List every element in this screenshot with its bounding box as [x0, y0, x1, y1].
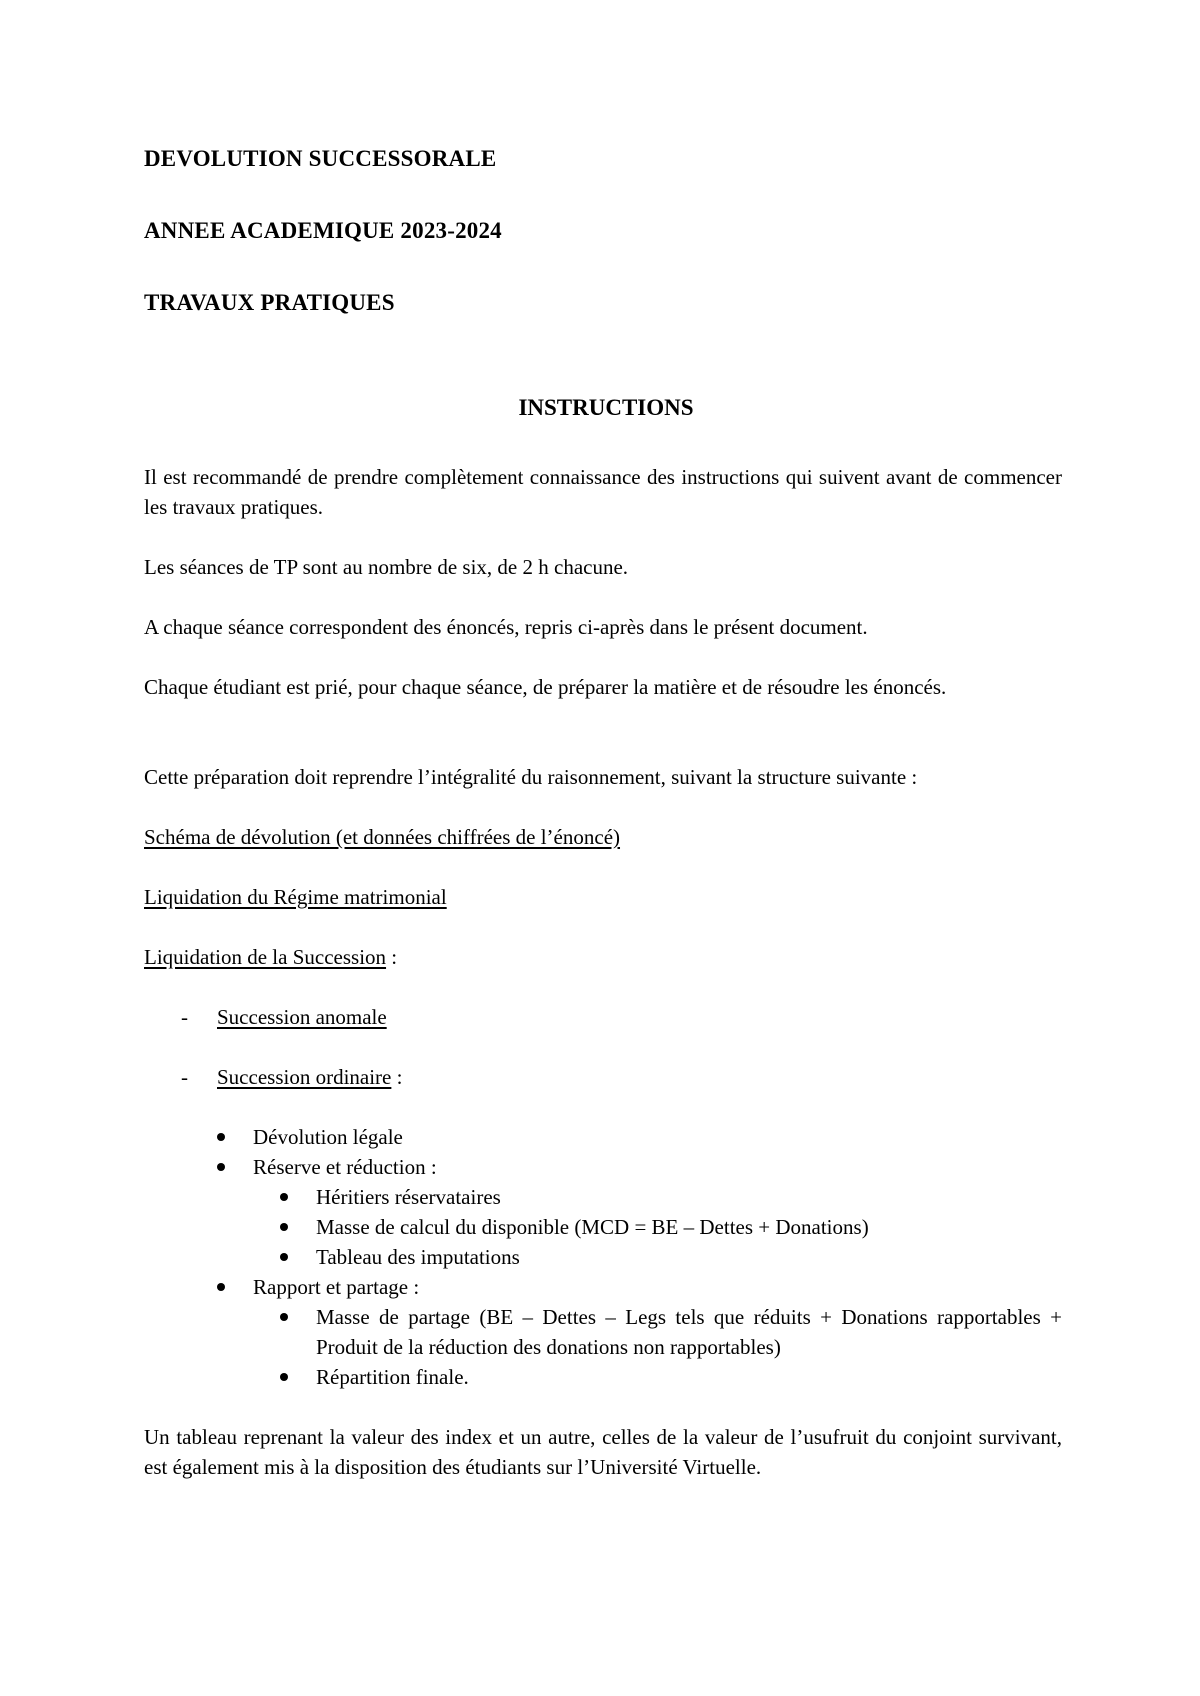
item-heritiers-reservataires: Héritiers réservataires — [316, 1185, 501, 1209]
liquidation-succession-label: Liquidation de la Succession — [144, 945, 387, 969]
item-masse-partage: Masse de partage (BE – Dettes – Legs tels que réduits + Donations rapportables + Produit de la réduction des donations non rapportables) — [316, 1305, 1062, 1359]
succession-ordinaire-label: Succession ordinaire — [217, 1065, 392, 1089]
liquidation-succession-colon: : — [386, 945, 398, 969]
bullet-icon — [217, 1283, 225, 1291]
bullet-icon — [280, 1373, 288, 1381]
item-reserve-reduction: Réserve et réduction : — [253, 1155, 437, 1179]
paragraph-preparation: Chaque étudiant est prié, pour chaque séance, de préparer la matière et de résoudre les énoncés. — [144, 675, 947, 699]
academic-year-heading: ANNEE ACADEMIQUE 2023-2024 — [144, 218, 502, 243]
structure-liquidation-succession — [144, 942, 397, 972]
structure-liquidation-regime: Liquidation du Régime matrimonial — [144, 885, 447, 909]
paragraph-recommendation: Il est recommandé de prendre complètement connaissance des instructions qui suivent avant de commencer les travaux pratiques. — [144, 465, 1062, 519]
bullet-icon — [280, 1223, 288, 1231]
document-title: DEVOLUTION SUCCESSORALE — [144, 146, 497, 171]
item-masse-calcul: Masse de calcul du disponible (MCD = BE – Dettes + Donations) — [316, 1215, 869, 1239]
structure-schema: Schéma de dévolution (et données chiffrées de l’énoncé) — [144, 825, 621, 849]
paragraph-statements: A chaque séance correspondent des énoncés, repris ci-après dans le présent document. — [144, 615, 868, 639]
bullet-icon — [217, 1163, 225, 1171]
paragraph-structure-intro: Cette préparation doit reprendre l’intégralité du raisonnement, suivant la structure suivante : — [144, 765, 918, 789]
succession-ordinaire-line — [217, 1062, 402, 1092]
dash-marker: - — [181, 1065, 188, 1089]
bullet-icon — [280, 1313, 288, 1321]
succession-anomale: Succession anomale — [217, 1005, 387, 1029]
succession-ordinaire-colon: : — [391, 1065, 403, 1089]
instructions-heading: INSTRUCTIONS — [518, 395, 694, 420]
item-devolution-legale: Dévolution légale — [253, 1125, 403, 1149]
bullet-icon — [280, 1253, 288, 1261]
bullet-icon — [280, 1193, 288, 1201]
item-rapport-partage: Rapport et partage : — [253, 1275, 420, 1299]
item-repartition-finale: Répartition finale. — [316, 1365, 469, 1389]
item-tableau-imputations: Tableau des imputations — [316, 1245, 520, 1269]
dash-marker: - — [181, 1005, 188, 1029]
paragraph-final-note: Un tableau reprenant la valeur des index et un autre, celles de la valeur de l’usufruit du conjoint survivant, est également mis à la disposition des étudiants sur l’Université Virtuelle. — [144, 1425, 1062, 1479]
tp-heading: TRAVAUX PRATIQUES — [144, 290, 395, 315]
bullet-icon — [217, 1133, 225, 1141]
paragraph-sessions: Les séances de TP sont au nombre de six, de 2 h chacune. — [144, 555, 629, 579]
